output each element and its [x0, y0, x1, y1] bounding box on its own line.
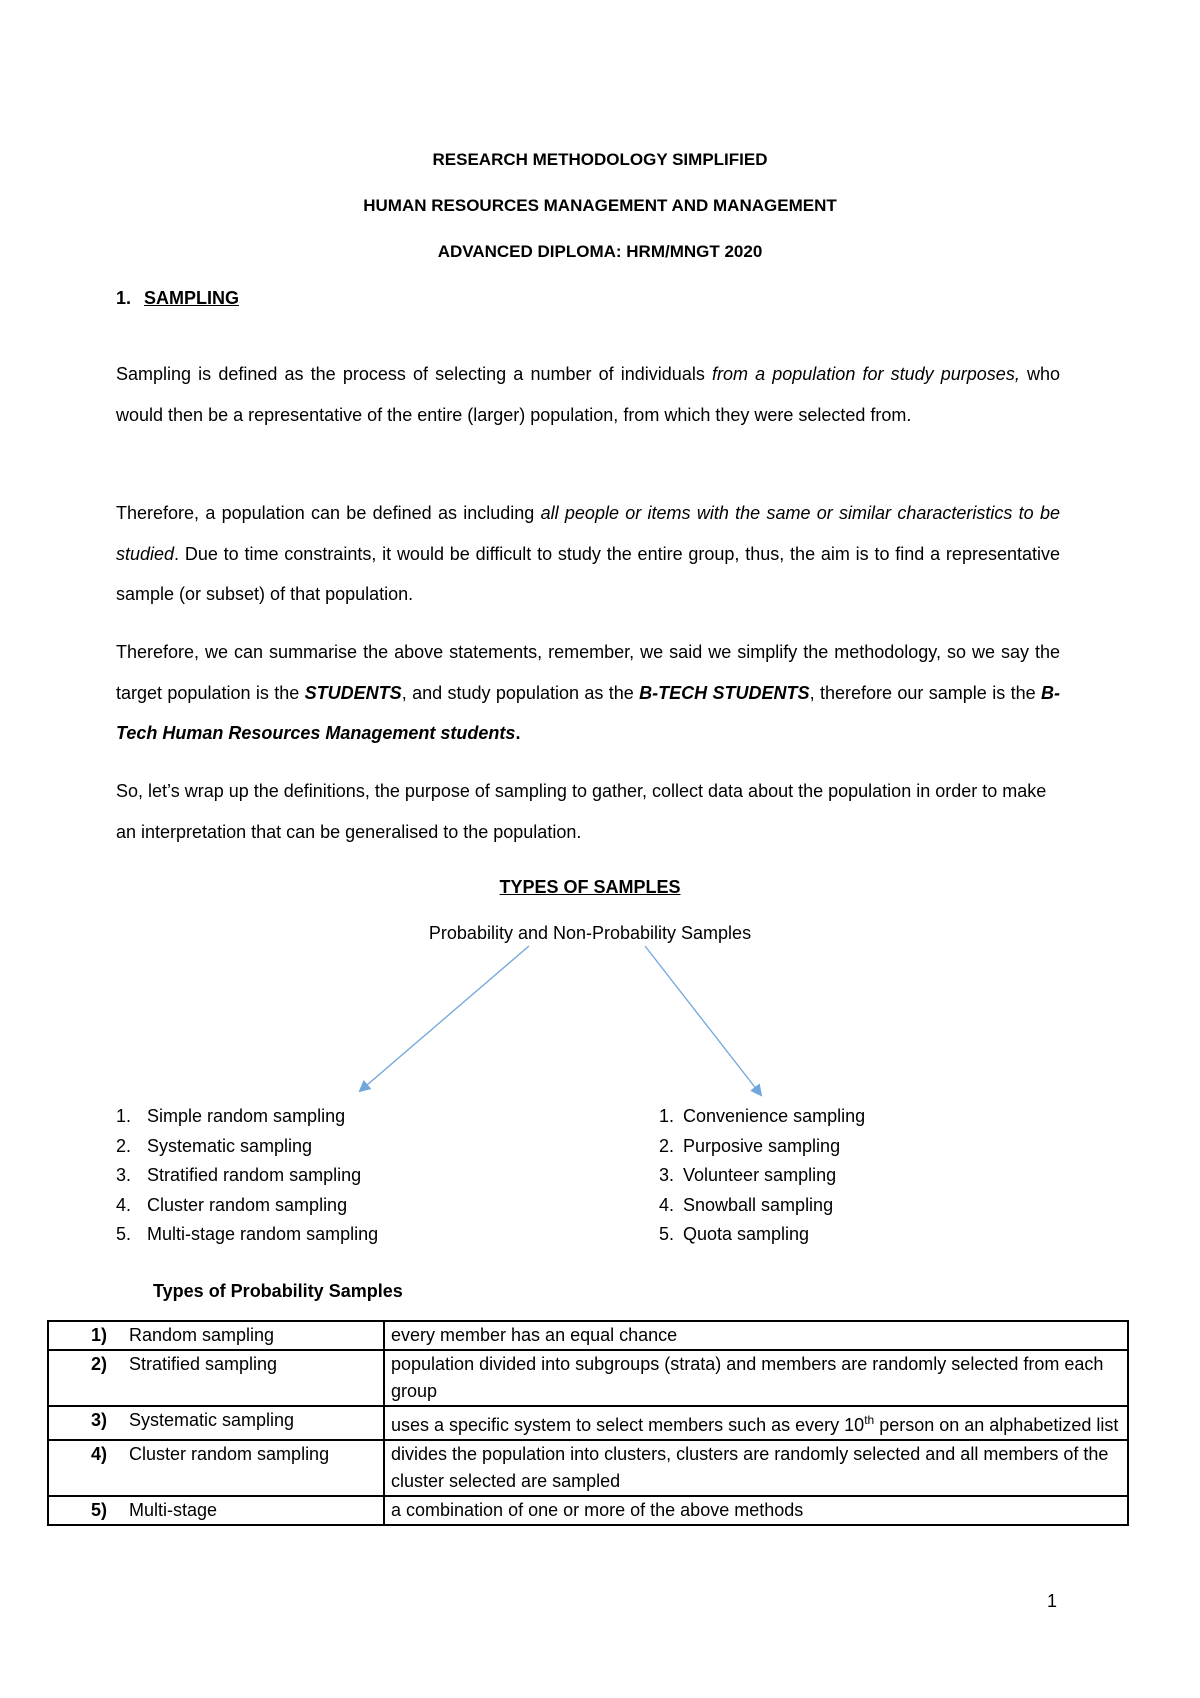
table-cell-description: population divided into subgroups (strata) and members are randomly selected from each group — [384, 1350, 1128, 1406]
section-title: SAMPLING — [144, 288, 240, 308]
table-cell-number: 4) — [48, 1440, 121, 1496]
p3-period: . — [515, 723, 521, 743]
p3-text-a: Therefore, we can summarise the above statements, remember, we said we simplify the methodology, so we say the target population is the — [116, 642, 1060, 703]
list-item — [116, 1191, 378, 1221]
p3-text-e: , therefore our sample is the — [809, 682, 1041, 703]
table-row — [48, 1496, 1128, 1525]
list-item-number: 4. — [116, 1194, 132, 1215]
p1-italic: from a population for study purposes, — [711, 364, 1020, 384]
paragraph-purpose: So, let’s wrap up the definitions, the purpose of sampling to gather, collect data about the population in order to make an interpretation that can be generalised to the population. — [116, 781, 1047, 842]
table-cell-description — [384, 1406, 1128, 1440]
table-row — [48, 1440, 1128, 1496]
list-item-number: 5. — [116, 1224, 132, 1244]
desc-text-b: person on an alphabetized list — [874, 1415, 1119, 1435]
table-cell-number: 5) — [48, 1496, 121, 1525]
p1-text-a: Sampling is defined as the process of selecting a number of individuals — [116, 364, 712, 384]
arrow-to-non-probability — [645, 946, 761, 1095]
section-number: 1. — [116, 288, 132, 308]
list-item — [659, 1102, 865, 1132]
list-item-number: 3. — [116, 1165, 132, 1185]
list-item-label: Cluster random sampling — [147, 1194, 348, 1215]
table-row — [48, 1350, 1128, 1406]
p2-italic: all people or items with the same or similar characteristics to be studied — [116, 503, 1060, 564]
list-item — [659, 1220, 865, 1250]
list-item-label: Systematic sampling — [147, 1135, 313, 1156]
arrow-to-probability — [360, 946, 529, 1091]
types-of-samples-subheading: Probability and Non-Probability Samples — [428, 923, 752, 943]
list-item-label: Purposive sampling — [683, 1135, 841, 1156]
list-item-label: Convenience sampling — [683, 1106, 866, 1126]
table-title: Types of Probability Samples — [153, 1281, 403, 1301]
probability-samples-table — [47, 1320, 1129, 1526]
list-item-number: 1. — [116, 1106, 132, 1126]
list-item — [116, 1132, 378, 1162]
table-cell-number: 2) — [48, 1350, 121, 1406]
p2-text-c: . Due to time constraints, it would be difficult to study the entire group, thus, the aim is to find a representative sample (or subset) of that population. — [116, 543, 1060, 604]
table-cell-description: every member has an equal chance — [384, 1321, 1128, 1350]
desc-superscript: th — [864, 1413, 875, 1427]
list-item — [659, 1191, 865, 1221]
list-item-number: 5. — [659, 1224, 675, 1244]
table-row — [48, 1321, 1128, 1350]
list-item-label: Stratified random sampling — [147, 1165, 362, 1185]
table-cell-description: divides the population into clusters, clusters are randomly selected and all members of the cluster selected are sampled — [384, 1440, 1128, 1496]
list-item-label: Quota sampling — [683, 1224, 810, 1244]
list-item-label: Snowball sampling — [683, 1194, 834, 1215]
p1-text-c: who would then be a representative of the entire (larger) population, from which they were selected from. — [116, 364, 1060, 425]
table-cell-number: 1) — [48, 1321, 121, 1350]
doc-subtitle: HUMAN RESOURCES MANAGEMENT AND MANAGEMENT — [363, 196, 837, 215]
table-cell-type: Multi-stage — [121, 1496, 384, 1525]
table-cell-type: Stratified sampling — [121, 1350, 384, 1406]
p2-text-a: Therefore, a population can be defined as including — [116, 503, 541, 523]
list-item-number: 2. — [659, 1135, 675, 1156]
p3-btech-students: B-TECH STUDENTS — [639, 682, 810, 703]
list-item-label: Multi-stage random sampling — [147, 1224, 379, 1244]
list-item-label: Simple random sampling — [147, 1106, 346, 1126]
list-item — [116, 1161, 378, 1191]
p3-text-c: , and study population as the — [401, 682, 640, 703]
table-cell-type: Systematic sampling — [121, 1406, 384, 1440]
p3-sample: B-Tech Human Resources Management students — [116, 682, 1060, 743]
table-cell-type: Random sampling — [121, 1321, 384, 1350]
doc-title: RESEARCH METHODOLOGY SIMPLIFIED — [432, 150, 768, 169]
table-cell-type: Cluster random sampling — [121, 1440, 384, 1496]
p3-students: STUDENTS — [304, 682, 402, 703]
list-item-number: 2. — [116, 1135, 132, 1156]
types-of-samples-heading: TYPES OF SAMPLES — [499, 877, 681, 897]
desc-text-a: uses a specific system to select members such as every 10 — [391, 1415, 865, 1435]
list-item-number: 3. — [659, 1165, 675, 1185]
list-item — [116, 1220, 378, 1250]
list-item — [659, 1132, 865, 1162]
probability-samples-list — [116, 1102, 378, 1250]
table-cell-description: a combination of one or more of the above methods — [384, 1496, 1128, 1525]
list-item-label: Volunteer sampling — [683, 1165, 837, 1185]
doc-course: ADVANCED DIPLOMA: HRM/MNGT 2020 — [437, 242, 763, 261]
list-item-number: 1. — [659, 1106, 675, 1126]
list-item — [116, 1102, 378, 1132]
list-item-number: 4. — [659, 1194, 675, 1215]
table-row — [48, 1406, 1128, 1440]
page-number: 1 — [1047, 1591, 1058, 1611]
non-probability-samples-list — [659, 1102, 865, 1250]
table-cell-number: 3) — [48, 1406, 121, 1440]
list-item — [659, 1161, 865, 1191]
